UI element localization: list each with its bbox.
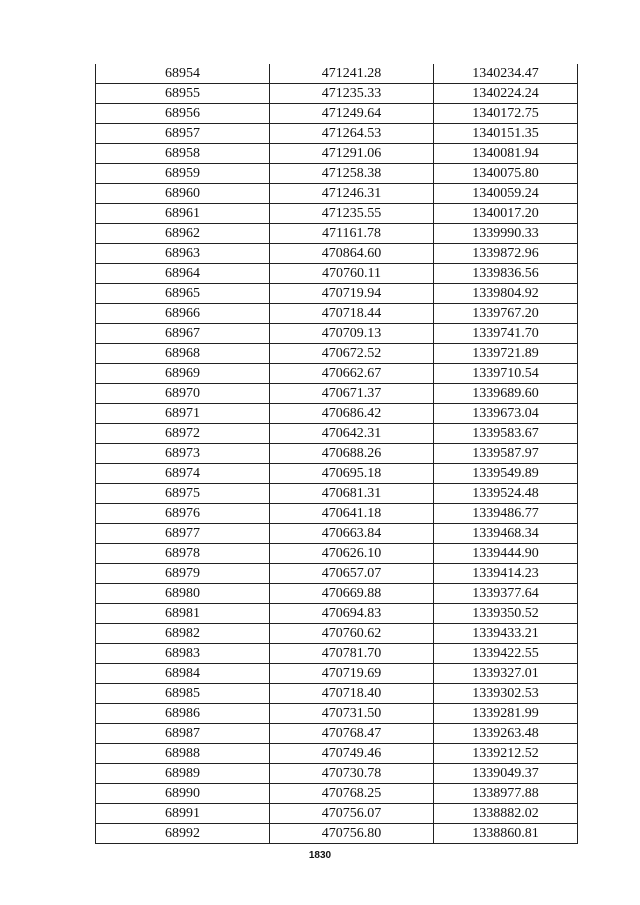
y-coordinate-cell: 1339689.60 bbox=[434, 384, 578, 404]
table-row bbox=[96, 704, 578, 724]
x-coordinate-cell: 470756.80 bbox=[270, 824, 434, 844]
point-id-cell: 68976 bbox=[96, 504, 270, 524]
point-id-cell: 68978 bbox=[96, 544, 270, 564]
point-id-cell: 68987 bbox=[96, 724, 270, 744]
y-coordinate-cell: 1340059.24 bbox=[434, 184, 578, 204]
x-coordinate-cell: 470709.13 bbox=[270, 324, 434, 344]
point-id-cell: 68959 bbox=[96, 164, 270, 184]
table-row bbox=[96, 644, 578, 664]
y-coordinate-cell: 1339302.53 bbox=[434, 684, 578, 704]
point-id-cell: 68965 bbox=[96, 284, 270, 304]
point-id-cell: 68962 bbox=[96, 224, 270, 244]
y-coordinate-cell: 1339350.52 bbox=[434, 604, 578, 624]
y-coordinate-cell: 1338882.02 bbox=[434, 804, 578, 824]
x-coordinate-cell: 471235.33 bbox=[270, 84, 434, 104]
table-row bbox=[96, 404, 578, 424]
x-coordinate-cell: 470718.40 bbox=[270, 684, 434, 704]
point-id-cell: 68961 bbox=[96, 204, 270, 224]
x-coordinate-cell: 470719.94 bbox=[270, 284, 434, 304]
point-id-cell: 68981 bbox=[96, 604, 270, 624]
x-coordinate-cell: 470760.62 bbox=[270, 624, 434, 644]
x-coordinate-cell: 470688.26 bbox=[270, 444, 434, 464]
table-row bbox=[96, 664, 578, 684]
table-row bbox=[96, 364, 578, 384]
table-row bbox=[96, 484, 578, 504]
table-row bbox=[96, 784, 578, 804]
coordinate-table-body bbox=[96, 64, 578, 844]
table-row bbox=[96, 84, 578, 104]
table-row bbox=[96, 324, 578, 344]
y-coordinate-cell: 1339212.52 bbox=[434, 744, 578, 764]
x-coordinate-cell: 470626.10 bbox=[270, 544, 434, 564]
y-coordinate-cell: 1339377.64 bbox=[434, 584, 578, 604]
point-id-cell: 68969 bbox=[96, 364, 270, 384]
table-row bbox=[96, 64, 578, 84]
point-id-cell: 68977 bbox=[96, 524, 270, 544]
x-coordinate-cell: 470669.88 bbox=[270, 584, 434, 604]
x-coordinate-cell: 470662.67 bbox=[270, 364, 434, 384]
point-id-cell: 68967 bbox=[96, 324, 270, 344]
table-row bbox=[96, 824, 578, 844]
point-id-cell: 68956 bbox=[96, 104, 270, 124]
y-coordinate-cell: 1339710.54 bbox=[434, 364, 578, 384]
x-coordinate-cell: 470719.69 bbox=[270, 664, 434, 684]
y-coordinate-cell: 1339444.90 bbox=[434, 544, 578, 564]
y-coordinate-cell: 1339414.23 bbox=[434, 564, 578, 584]
x-coordinate-cell: 470730.78 bbox=[270, 764, 434, 784]
page-number: 1830 bbox=[308, 850, 332, 861]
y-coordinate-cell: 1339422.55 bbox=[434, 644, 578, 664]
table-row bbox=[96, 544, 578, 564]
y-coordinate-cell: 1339583.67 bbox=[434, 424, 578, 444]
x-coordinate-cell: 470641.18 bbox=[270, 504, 434, 524]
table-row bbox=[96, 264, 578, 284]
table-row bbox=[96, 744, 578, 764]
x-coordinate-cell: 470760.11 bbox=[270, 264, 434, 284]
y-coordinate-cell: 1339767.20 bbox=[434, 304, 578, 324]
point-id-cell: 68986 bbox=[96, 704, 270, 724]
x-coordinate-cell: 470642.31 bbox=[270, 424, 434, 444]
y-coordinate-cell: 1339468.34 bbox=[434, 524, 578, 544]
x-coordinate-cell: 470694.83 bbox=[270, 604, 434, 624]
y-coordinate-cell: 1339433.21 bbox=[434, 624, 578, 644]
table-row bbox=[96, 124, 578, 144]
point-id-cell: 68963 bbox=[96, 244, 270, 264]
y-coordinate-cell: 1339741.70 bbox=[434, 324, 578, 344]
point-id-cell: 68968 bbox=[96, 344, 270, 364]
point-id-cell: 68982 bbox=[96, 624, 270, 644]
y-coordinate-cell: 1340234.47 bbox=[434, 64, 578, 84]
point-id-cell: 68958 bbox=[96, 144, 270, 164]
table-row bbox=[96, 184, 578, 204]
point-id-cell: 68970 bbox=[96, 384, 270, 404]
point-id-cell: 68973 bbox=[96, 444, 270, 464]
y-coordinate-cell: 1339836.56 bbox=[434, 264, 578, 284]
table-row bbox=[96, 504, 578, 524]
y-coordinate-cell: 1338860.81 bbox=[434, 824, 578, 844]
y-coordinate-cell: 1339587.97 bbox=[434, 444, 578, 464]
y-coordinate-cell: 1339721.89 bbox=[434, 344, 578, 364]
y-coordinate-cell: 1339549.89 bbox=[434, 464, 578, 484]
x-coordinate-cell: 470672.52 bbox=[270, 344, 434, 364]
x-coordinate-cell: 470781.70 bbox=[270, 644, 434, 664]
point-id-cell: 68984 bbox=[96, 664, 270, 684]
x-coordinate-cell: 470681.31 bbox=[270, 484, 434, 504]
x-coordinate-cell: 471161.78 bbox=[270, 224, 434, 244]
y-coordinate-cell: 1340075.80 bbox=[434, 164, 578, 184]
point-id-cell: 68985 bbox=[96, 684, 270, 704]
x-coordinate-cell: 470864.60 bbox=[270, 244, 434, 264]
table-row bbox=[96, 604, 578, 624]
x-coordinate-cell: 471258.38 bbox=[270, 164, 434, 184]
coordinate-table bbox=[95, 64, 578, 844]
table-row bbox=[96, 144, 578, 164]
table-row bbox=[96, 804, 578, 824]
y-coordinate-cell: 1339990.33 bbox=[434, 224, 578, 244]
point-id-cell: 68957 bbox=[96, 124, 270, 144]
point-id-cell: 68992 bbox=[96, 824, 270, 844]
table-row bbox=[96, 344, 578, 364]
y-coordinate-cell: 1339486.77 bbox=[434, 504, 578, 524]
y-coordinate-cell: 1338977.88 bbox=[434, 784, 578, 804]
x-coordinate-cell: 470686.42 bbox=[270, 404, 434, 424]
point-id-cell: 68972 bbox=[96, 424, 270, 444]
x-coordinate-cell: 470756.07 bbox=[270, 804, 434, 824]
point-id-cell: 68960 bbox=[96, 184, 270, 204]
table-row bbox=[96, 764, 578, 784]
y-coordinate-cell: 1339327.01 bbox=[434, 664, 578, 684]
x-coordinate-cell: 470695.18 bbox=[270, 464, 434, 484]
y-coordinate-cell: 1339804.92 bbox=[434, 284, 578, 304]
y-coordinate-cell: 1340017.20 bbox=[434, 204, 578, 224]
table-row bbox=[96, 524, 578, 544]
x-coordinate-cell: 470749.46 bbox=[270, 744, 434, 764]
x-coordinate-cell: 470657.07 bbox=[270, 564, 434, 584]
table-row bbox=[96, 564, 578, 584]
point-id-cell: 68991 bbox=[96, 804, 270, 824]
table-row bbox=[96, 724, 578, 744]
point-id-cell: 68990 bbox=[96, 784, 270, 804]
table-row bbox=[96, 224, 578, 244]
y-coordinate-cell: 1340081.94 bbox=[434, 144, 578, 164]
table-row bbox=[96, 204, 578, 224]
table-row bbox=[96, 424, 578, 444]
y-coordinate-cell: 1339872.96 bbox=[434, 244, 578, 264]
y-coordinate-cell: 1339281.99 bbox=[434, 704, 578, 724]
x-coordinate-cell: 471291.06 bbox=[270, 144, 434, 164]
point-id-cell: 68974 bbox=[96, 464, 270, 484]
table-row bbox=[96, 624, 578, 644]
point-id-cell: 68988 bbox=[96, 744, 270, 764]
point-id-cell: 68983 bbox=[96, 644, 270, 664]
point-id-cell: 68979 bbox=[96, 564, 270, 584]
x-coordinate-cell: 470663.84 bbox=[270, 524, 434, 544]
x-coordinate-cell: 470731.50 bbox=[270, 704, 434, 724]
table-row bbox=[96, 464, 578, 484]
x-coordinate-cell: 470768.47 bbox=[270, 724, 434, 744]
table-row bbox=[96, 444, 578, 464]
table-row bbox=[96, 284, 578, 304]
point-id-cell: 68954 bbox=[96, 64, 270, 84]
point-id-cell: 68955 bbox=[96, 84, 270, 104]
table-row bbox=[96, 304, 578, 324]
table-row bbox=[96, 244, 578, 264]
point-id-cell: 68975 bbox=[96, 484, 270, 504]
x-coordinate-cell: 471235.55 bbox=[270, 204, 434, 224]
x-coordinate-cell: 471246.31 bbox=[270, 184, 434, 204]
y-coordinate-cell: 1339673.04 bbox=[434, 404, 578, 424]
x-coordinate-cell: 471241.28 bbox=[270, 64, 434, 84]
y-coordinate-cell: 1339524.48 bbox=[434, 484, 578, 504]
point-id-cell: 68989 bbox=[96, 764, 270, 784]
x-coordinate-cell: 471264.53 bbox=[270, 124, 434, 144]
y-coordinate-cell: 1339049.37 bbox=[434, 764, 578, 784]
point-id-cell: 68971 bbox=[96, 404, 270, 424]
table-row bbox=[96, 584, 578, 604]
table-row bbox=[96, 384, 578, 404]
table-row bbox=[96, 104, 578, 124]
y-coordinate-cell: 1339263.48 bbox=[434, 724, 578, 744]
x-coordinate-cell: 470718.44 bbox=[270, 304, 434, 324]
point-id-cell: 68964 bbox=[96, 264, 270, 284]
point-id-cell: 68980 bbox=[96, 584, 270, 604]
x-coordinate-cell: 470768.25 bbox=[270, 784, 434, 804]
table-row bbox=[96, 684, 578, 704]
x-coordinate-cell: 470671.37 bbox=[270, 384, 434, 404]
point-id-cell: 68966 bbox=[96, 304, 270, 324]
y-coordinate-cell: 1340151.35 bbox=[434, 124, 578, 144]
table-row bbox=[96, 164, 578, 184]
x-coordinate-cell: 471249.64 bbox=[270, 104, 434, 124]
y-coordinate-cell: 1340224.24 bbox=[434, 84, 578, 104]
y-coordinate-cell: 1340172.75 bbox=[434, 104, 578, 124]
